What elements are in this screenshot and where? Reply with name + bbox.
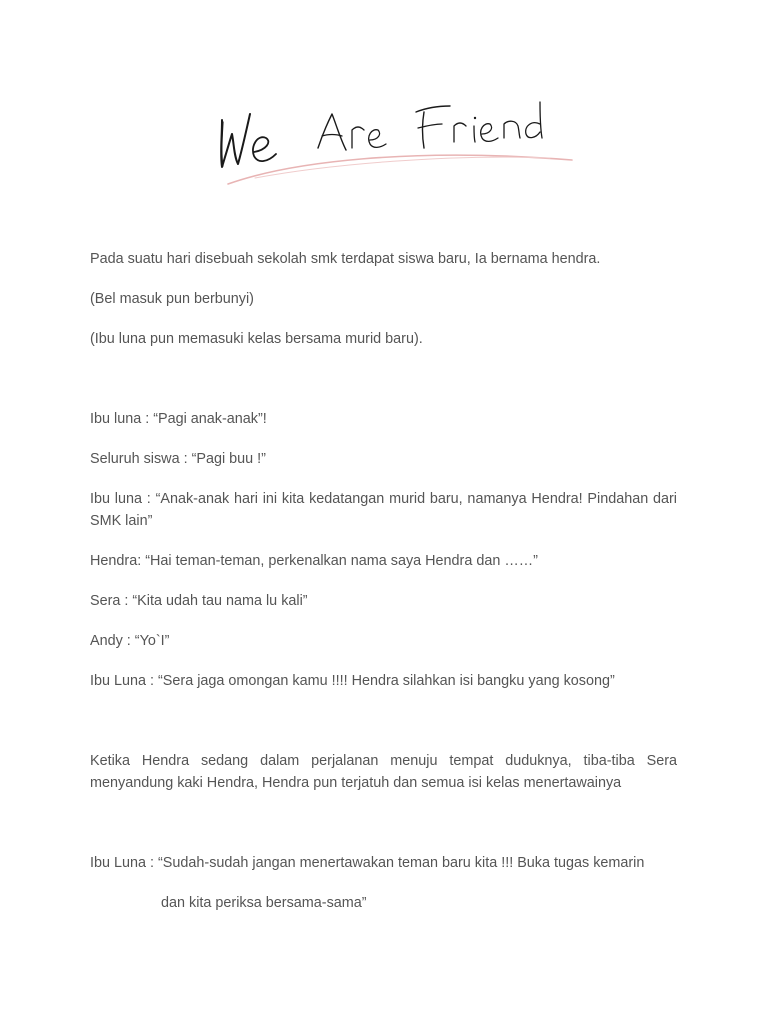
paragraph-intro: Pada suatu hari disebuah sekolah smk terdapat siswa baru, Ia bernama hendra. [90, 251, 601, 267]
dialogue-ibu-luna-introduction: Ibu luna : “Anak-anak hari ini kita kedatangan murid baru, namanya Hendra! Pindahan dari SMK lain” [90, 491, 677, 529]
dialogue-ibu-luna-warning: Ibu Luna : “Sera jaga omongan kamu !!!! Hendra silahkan isi bangku yang kosong” [90, 673, 615, 689]
dialogue-ibu-luna-greeting: Ibu luna : “Pagi anak-anak”! [90, 411, 267, 427]
dialogue-sera: Sera : “Kita udah tau nama lu kali” [90, 593, 308, 609]
paragraph-hendra-trips: Ketika Hendra sedang dalam perjalanan menuju tempat duduknya, tiba-tiba Sera menyandung kaki Hendra, Hendra pun terjatuh dan semua isi kelas menertawainya [90, 753, 677, 791]
dialogue-students-reply: Seluruh siswa : “Pagi buu !” [90, 451, 266, 467]
paragraph-bell: (Bel masuk pun berbunyi) [90, 291, 254, 307]
title-handwriting-logo [210, 92, 580, 197]
dialogue-ibu-luna-assignment: Ibu Luna : “Sudah-sudah jangan menertawakan teman baru kita !!! Buka tugas kemarin [90, 855, 645, 871]
we-are-friend-handwritten-title [210, 92, 580, 197]
dialogue-andy: Andy : “Yo`I” [90, 633, 170, 649]
paragraph-teacher-enters: (Ibu luna pun memasuki kelas bersama murid baru). [90, 331, 423, 347]
story-body [90, 248, 677, 914]
dialogue-hendra: Hendra: “Hai teman-teman, perkenalkan nama saya Hendra dan ……” [90, 553, 538, 569]
dialogue-ibu-luna-assignment-cont: dan kita periksa bersama-sama” [161, 895, 367, 911]
